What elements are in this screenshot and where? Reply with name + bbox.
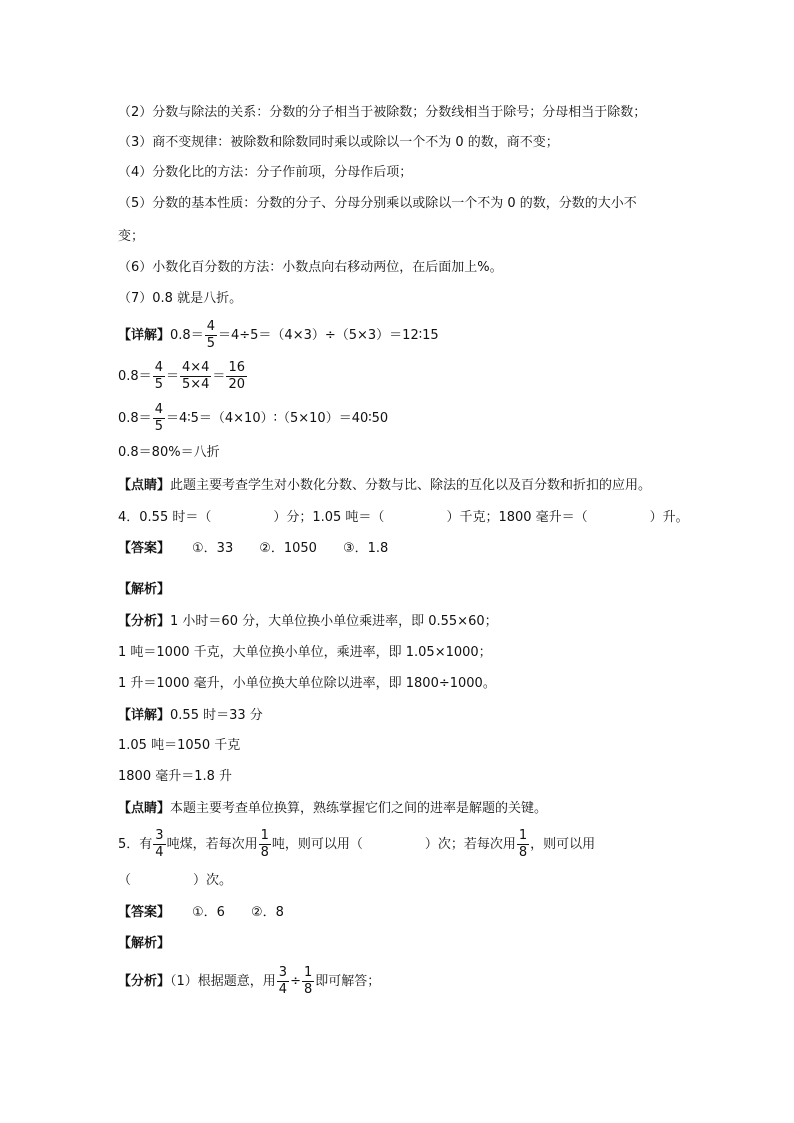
numerator: 4 [206,319,215,334]
fraction [517,828,529,861]
text: ，则可以用 [530,837,596,852]
denominator: 5 [154,419,163,434]
text: 1 吨＝1000 千克，大单位换小单位，乘进率，即 1.05×1000； [118,645,492,660]
detail-tag: 【详解】 [118,328,171,343]
tip-line [118,799,547,819]
denominator: 4 [278,982,288,997]
text: 5．有 [118,837,153,852]
text-line [118,133,559,153]
text: 即可解答； [315,974,381,989]
text: ）升。 [649,510,689,525]
text-line [118,103,646,123]
text: 0.8＝ [118,411,152,426]
denominator: 8 [260,845,269,860]
text: ）分；1.05 吨＝（ [273,510,385,525]
text: （4）分数化比的方法：分子作前项，分母作后项； [118,165,413,180]
text: ）千克；1800 毫升＝（ [446,510,588,525]
detail-line-2 [118,359,248,395]
fraction [153,402,165,435]
numerator: 4×4 [181,360,210,375]
text: 变； [118,229,145,244]
text: （ [118,873,132,888]
question-4 [118,508,689,528]
denominator: 5 [206,336,215,351]
text: 0.8＝ [170,328,204,343]
text-line [118,871,232,891]
text: 1800 毫升＝1.8 升 [118,769,233,784]
fraction [153,828,165,861]
fraction [277,965,289,998]
text: ＝4∶5＝（4×10）∶（5×10）＝40∶50 [165,411,389,426]
detail-line-3 [118,401,388,437]
text-line [118,674,496,694]
text-line [118,227,144,247]
detail-line-1 [118,318,439,354]
text: 吨煤，若每次用 [166,837,258,852]
text: 0.8＝ [118,369,152,384]
tip-tag: 【点睛】 [118,478,171,493]
text: 本题主要考查单位换算，熟练掌握它们之间的进率是解题的关键。 [170,801,548,816]
denominator: 8 [518,845,528,860]
answer-tag: 【答案】 [118,905,171,920]
analysis-line [118,963,380,1001]
text: ①．6 ②．8 [192,905,284,920]
denominator: 5×4 [181,377,210,392]
text: （7）0.8 就是八折。 [118,291,243,306]
text-line [118,163,412,183]
numerator: 4 [154,402,163,417]
text: 4．0.55 时＝（ [118,510,212,525]
detail-line [118,706,263,726]
text-line [118,258,503,278]
tip-tag: 【点睛】 [118,801,171,816]
analysis-tag: 【分析】 [118,614,171,629]
answer-tag: 【答案】 [118,541,171,556]
text-line [118,289,242,309]
fraction [180,360,211,393]
fraction [302,965,314,998]
text: 此题主要考查学生对小数化分数、分数与比、除法的互化以及百分数和折扣的应用。 [170,478,652,493]
text: ＝ [212,369,226,384]
analysis-title [118,580,170,600]
text-line [118,736,240,756]
numerator: 1 [303,965,313,980]
text: （3）商不变规律：被除数和除数同时乘以或除以一个不为 0 的数，商不变； [118,135,559,150]
text: （5）分数的基本性质：分数的分子、分母分别乘以或除以一个不为 0 的数，分数的大小不 [118,196,637,211]
text: （2）分数与除法的关系：分数的分子相当于被除数；分数线相当于除号；分母相当于除数； [118,105,647,120]
numerator: 1 [260,828,269,843]
text: （6）小数化百分数的方法：小数点向右移动两位，在后面加上%。 [118,260,503,275]
numerator: 16 [228,360,245,375]
text: 吨，则可以用（ [271,837,363,852]
text: 1 升＝1000 毫升，小单位换大单位除以进率，即 1800÷1000。 [118,676,496,691]
fraction [259,828,271,861]
text: ①．33 ②．1050 ③．1.8 [192,541,389,556]
text: 【解析】 [118,582,171,597]
numerator: 1 [518,828,528,843]
text: 0.55 时＝33 分 [170,708,263,723]
fraction [153,360,165,393]
text-line [118,194,637,214]
text: ＝4÷5＝（4×3）÷（5×3）＝12∶15 [217,328,439,343]
text: 1 小时＝60 分，大单位换小单位乘进率，即 0.55×60； [170,614,498,629]
text: 0.8＝80%＝八折 [118,445,220,460]
detail-line-4 [118,443,220,463]
denominator: 20 [228,377,245,392]
answer-line [118,539,388,559]
analysis-tag: 【分析】 [118,974,171,989]
text: 1.05 吨＝1050 千克 [118,738,241,753]
text: ÷ [290,974,301,989]
text: （1）根据题意，用 [170,974,276,989]
numerator: 3 [278,965,288,980]
text: ）次；若每次用 [424,837,516,852]
denominator: 4 [155,845,164,860]
text: 【解析】 [118,936,171,951]
denominator: 5 [154,377,163,392]
answer-line [118,903,284,923]
detail-tag: 【详解】 [118,708,171,723]
analysis-line [118,612,498,632]
text: ＝ [165,369,179,384]
numerator: 4 [154,360,163,375]
text: ）次。 [193,873,233,888]
numerator: 3 [155,828,164,843]
text-line [118,767,232,787]
question-5 [118,826,595,864]
fraction [226,360,247,393]
analysis-title [118,934,170,954]
denominator: 8 [303,982,313,997]
tip-line [118,476,651,496]
text-line [118,643,492,663]
fraction [205,319,217,352]
